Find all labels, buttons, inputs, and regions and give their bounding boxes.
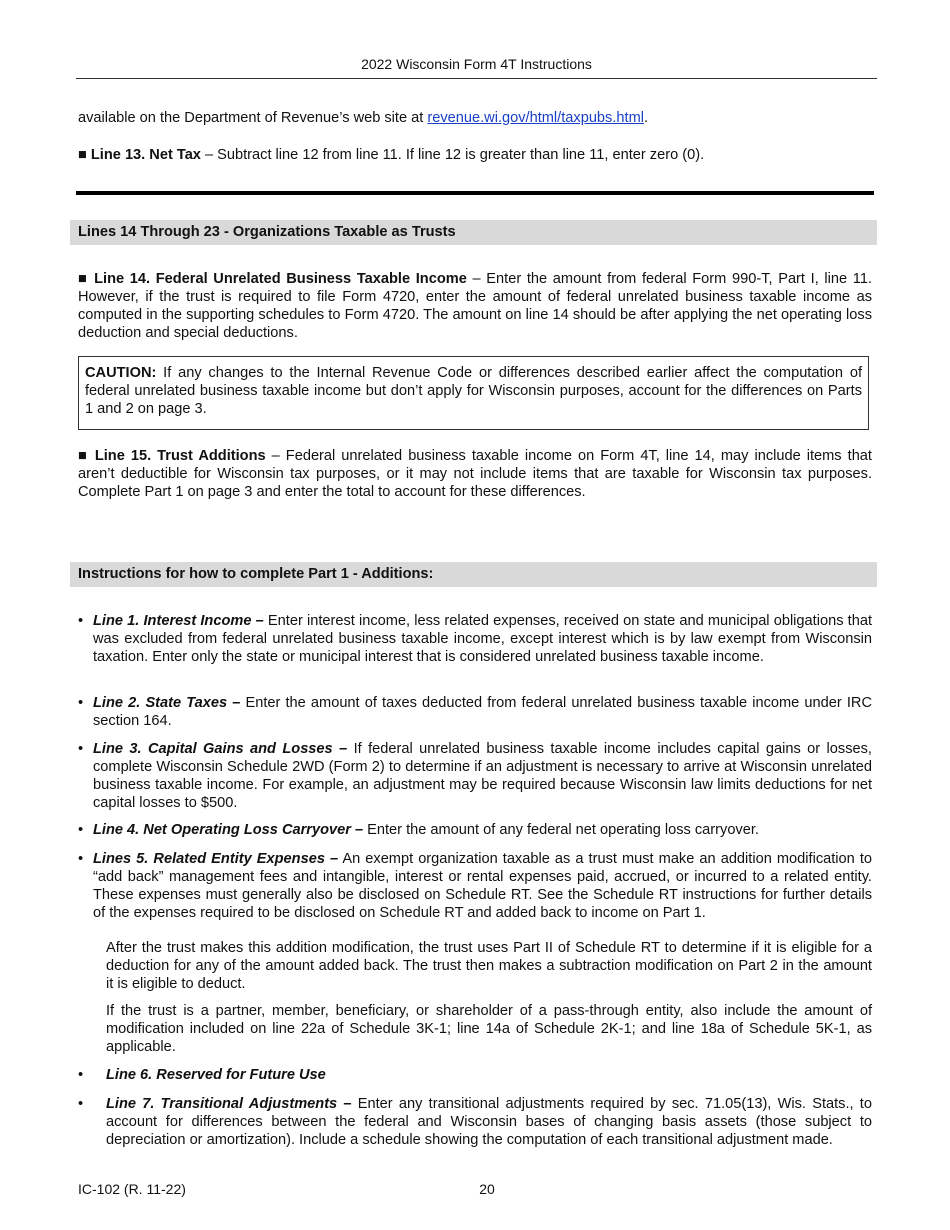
intro-paragraph: available on the Department of Revenue’s web site at revenue.wi.gov/html/taxpubs.html. [78, 110, 649, 126]
list-item-label: Lines 5. Related Entity Expenses – [93, 851, 339, 867]
square-bullet-icon: ■ [78, 448, 89, 464]
bullet-icon: • [78, 822, 84, 838]
line5-note-pass-through: If the trust is a partner, member, beneficiary, or shareholder of a pass-through entity, also include the amount of modification included on line 22a of Schedule 3K-1; line 14a of Schedule 2K-1; and line 18a of Schedule 5K-1, as applicable. [106, 1003, 872, 1055]
intro-text: available on the Department of Revenue’s web site at [78, 110, 428, 126]
bullet-icon: • [78, 613, 84, 629]
taxpubs-link[interactable]: revenue.wi.gov/html/taxpubs.html [427, 110, 644, 126]
section-heading-part1: Instructions for how to complete Part 1 - Additions: [70, 562, 877, 587]
list-item: • Line 3. Capital Gains and Losses – If federal unrelated business taxable income includes capital gains or losses, complete Wisconsin Schedule 2WD (Form 2) to determine if an adjustment is necessary to arrive at Wisconsin unrelated business taxable income. For example, an adjustment may be required because Wisconsin law limits deductions for net capital losses to $500. [78, 741, 872, 811]
line14-label: Line 14. Federal Unrelated Business Taxable Income [94, 271, 467, 287]
list-item-label: Line 1. Interest Income – [93, 613, 264, 629]
list-item-label: Line 2. State Taxes – [93, 695, 241, 711]
line15-label: Line 15. Trust Additions [94, 448, 266, 464]
line14-paragraph: ■ Line 14. Federal Unrelated Business Taxable Income – Enter the amount from federal Form 990-T, Part I, line 11. However, if the trust is required to file Form 4720, enter the amount of federal unrelated business taxable income as computed in the supporting schedules to Form 4720. The amount on line 14 should be after applying the net operating loss deduction and special deductions. [78, 271, 872, 341]
caution-box: CAUTION: If any changes to the Internal Revenue Code or differences described earlier affect the computation of federal unrelated business taxable income but don’t apply for Wisconsin purposes, account for the differences on Parts 1 and 2 on page 3. [78, 356, 869, 430]
line13-paragraph: ■ Line 13. Net Tax – Subtract line 12 from line 11. If line 12 is greater than line 11, enter zero (0). [78, 147, 705, 163]
page-number: 20 [479, 1181, 495, 1197]
running-header: 2022 Wisconsin Form 4T Instructions [361, 56, 592, 72]
square-bullet-icon: ■ [78, 147, 87, 163]
bullet-icon: • [78, 851, 84, 867]
list-item [78, 1066, 872, 1084]
bullet-icon: • [78, 1067, 84, 1083]
line15-paragraph: ■ Line 15. Trust Additions – Federal unrelated business taxable income on Form 4T, line 14, may include items that aren’t deductible for Wisconsin tax purposes, or it may not include items that are taxable for Wisconsin tax purposes. Complete Part 1 on page 3 and enter the total to account for these differences. [78, 448, 872, 500]
line13-label: Line 13. Net Tax [90, 147, 201, 163]
list-item: • Line 1. Interest Income – Enter interest income, less related expenses, received on state and municipal obligations that was excluded from federal unrelated business taxable income, except interest which is by law exempt from Wisconsin taxation. Enter only the state or municipal interest that is considered unrelated business taxable income. [78, 613, 872, 665]
bullet-icon: • [78, 695, 84, 711]
caution-label: CAUTION: [85, 365, 157, 381]
list-item: • Line 2. State Taxes – Enter the amount of taxes deducted from federal unrelated business taxable income under IRC section 164. [78, 695, 873, 729]
list-item-label: Line 6. Reserved for Future Use [106, 1067, 326, 1083]
list-item-label: Line 7. Transitional Adjustments – [106, 1096, 352, 1112]
line5-note-deduction: After the trust makes this addition modification, the trust uses Part II of Schedule RT to determine if it is eligible for a deduction for any of the amount added back. The trust then makes a subtraction modification on Part 2 in the amount it is eligible to deduct. [106, 940, 872, 992]
section-heading-trusts: Lines 14 Through 23 - Organizations Taxable as Trusts [70, 220, 877, 245]
section-divider [76, 191, 874, 195]
list-item-label: Line 3. Capital Gains and Losses – [93, 741, 348, 757]
list-item-label: Line 4. Net Operating Loss Carryover – [93, 822, 364, 838]
bullet-icon: • [78, 741, 84, 757]
square-bullet-icon: ■ [78, 271, 89, 287]
list-item: • Line 7. Transitional Adjustments – Enter any transitional adjustments required by sec. 71.05(13), Wis. Stats., to account for differences between the federal and Wisconsin bases of changing basis assets (those subject to depreciation or amortization). Include a schedule showing the computation of each transitional adjustment made. [78, 1096, 872, 1148]
list-item: • Lines 5. Related Entity Expenses – An exempt organization taxable as a trust must make an addition modification to “add back” management fees and intangible, interest or rental expenses paid, accrued, or incurred to a related entity. These expenses must generally also be disclosed on Schedule RT. See the Schedule RT instructions for further details of the expenses required to be disclosed on Schedule RT and added back to income on Part 1. [78, 851, 872, 921]
form-number: IC-102 (R. 11-22) [78, 1181, 186, 1197]
header-divider [76, 78, 877, 79]
list-item: • Line 4. Net Operating Loss Carryover – Enter the amount of any federal net operating loss carryover. [78, 822, 759, 838]
bullet-icon: • [78, 1096, 84, 1112]
